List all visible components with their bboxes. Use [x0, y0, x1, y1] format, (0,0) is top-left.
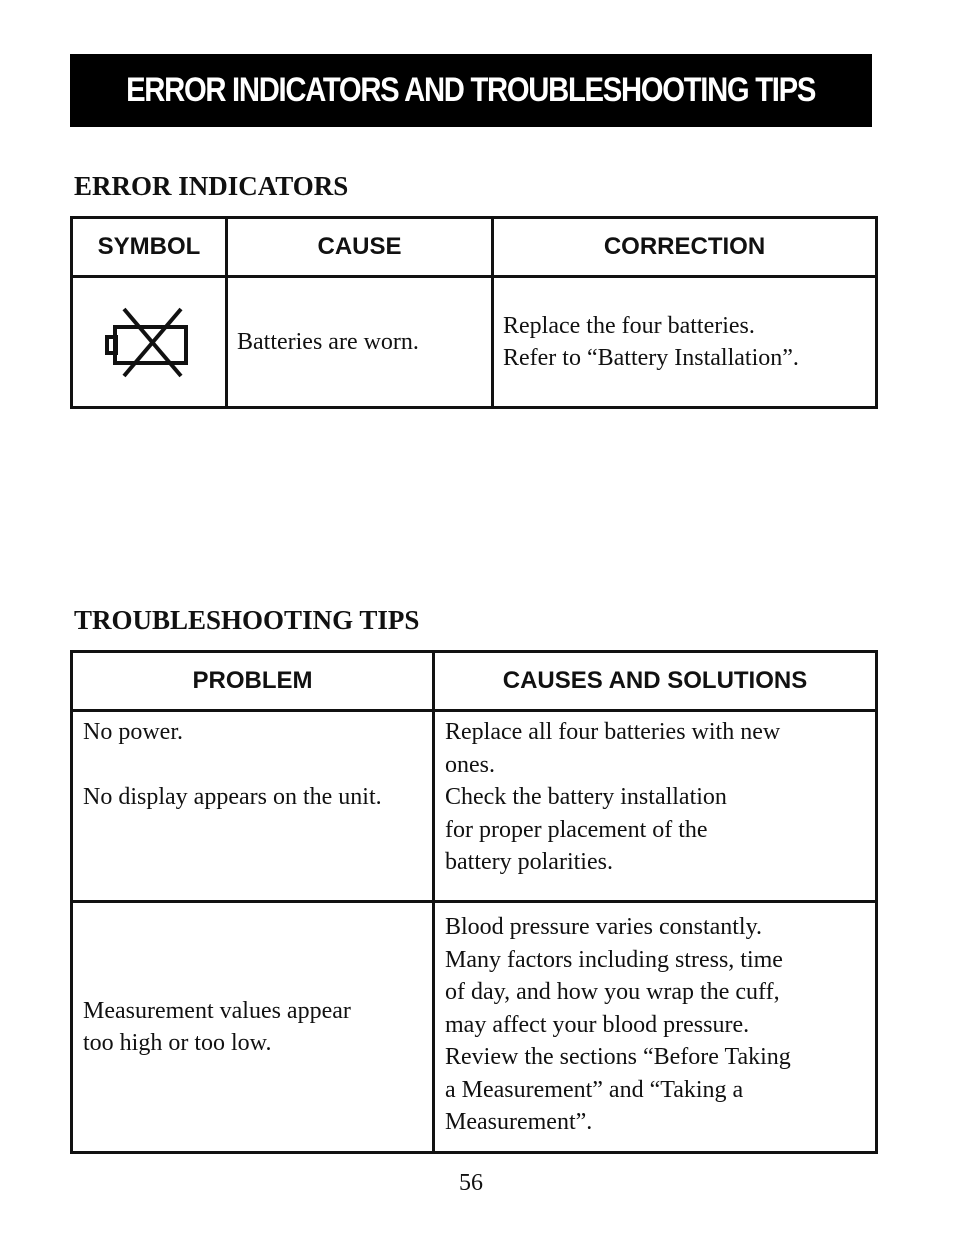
problem-line	[83, 749, 432, 782]
solution-line: Many factors including stress, time	[445, 946, 783, 973]
solution-line: Blood pressure varies constantly.	[445, 914, 763, 940]
page-number: 56	[459, 1170, 483, 1196]
cause-text: Batteries are worn.	[237, 328, 419, 355]
solution-line: battery polarities.	[445, 849, 613, 875]
problem-line: too high or too low.	[83, 1030, 272, 1056]
error-indicators-heading: ERROR INDICATORS	[74, 171, 349, 201]
table-row	[72, 711, 877, 902]
table-row	[72, 902, 877, 1153]
column-header-symbol: SYMBOL	[72, 218, 227, 277]
error-indicators-table	[70, 216, 878, 409]
low-battery-icon	[104, 306, 194, 378]
symbol-cell	[72, 277, 227, 408]
solution-line: a Measurement” and “Taking a	[445, 1076, 744, 1103]
column-header-cause: CAUSE	[227, 218, 493, 277]
problem-line: Measurement values appear	[83, 997, 351, 1024]
page-header-title: ERROR INDICATORS AND TROUBLESHOOTING TIPS	[126, 71, 816, 109]
column-header-causes-and-solutions: CAUSES AND SOLUTIONS	[434, 652, 877, 711]
solution-line: of day, and how you wrap the cuff,	[445, 979, 780, 1005]
solution-line: ones.	[445, 751, 495, 778]
table-row	[72, 277, 877, 408]
page-header-banner	[70, 54, 872, 127]
solution-line: may affect your blood pressure.	[445, 1011, 750, 1038]
troubleshooting-heading: TROUBLESHOOTING TIPS	[74, 605, 420, 635]
correction-line: Replace the four batteries.	[503, 312, 755, 339]
solution-cell	[434, 902, 877, 1153]
column-header-correction: CORRECTION	[493, 218, 877, 277]
problem-cell	[72, 711, 434, 902]
solution-line: Measurement”.	[445, 1109, 593, 1135]
cause-cell	[227, 277, 493, 408]
correction-cell	[493, 277, 877, 408]
column-header-problem: PROBLEM	[72, 652, 434, 711]
problem-cell	[72, 902, 434, 1153]
correction-line: Refer to “Battery Installation”.	[503, 345, 799, 371]
error-table-header-row	[72, 218, 877, 277]
solution-cell	[434, 711, 877, 902]
problem-line: No display appears on the unit.	[83, 784, 382, 810]
troubleshooting-header-row	[72, 652, 877, 711]
solution-line: Review the sections “Before Taking	[445, 1044, 791, 1070]
solution-line: Replace all four batteries with new	[445, 719, 781, 745]
solution-line: Check the battery installation	[445, 784, 727, 810]
solution-line: for proper placement of the	[445, 816, 708, 843]
problem-line: No power.	[83, 719, 183, 745]
troubleshooting-table	[70, 650, 878, 1154]
